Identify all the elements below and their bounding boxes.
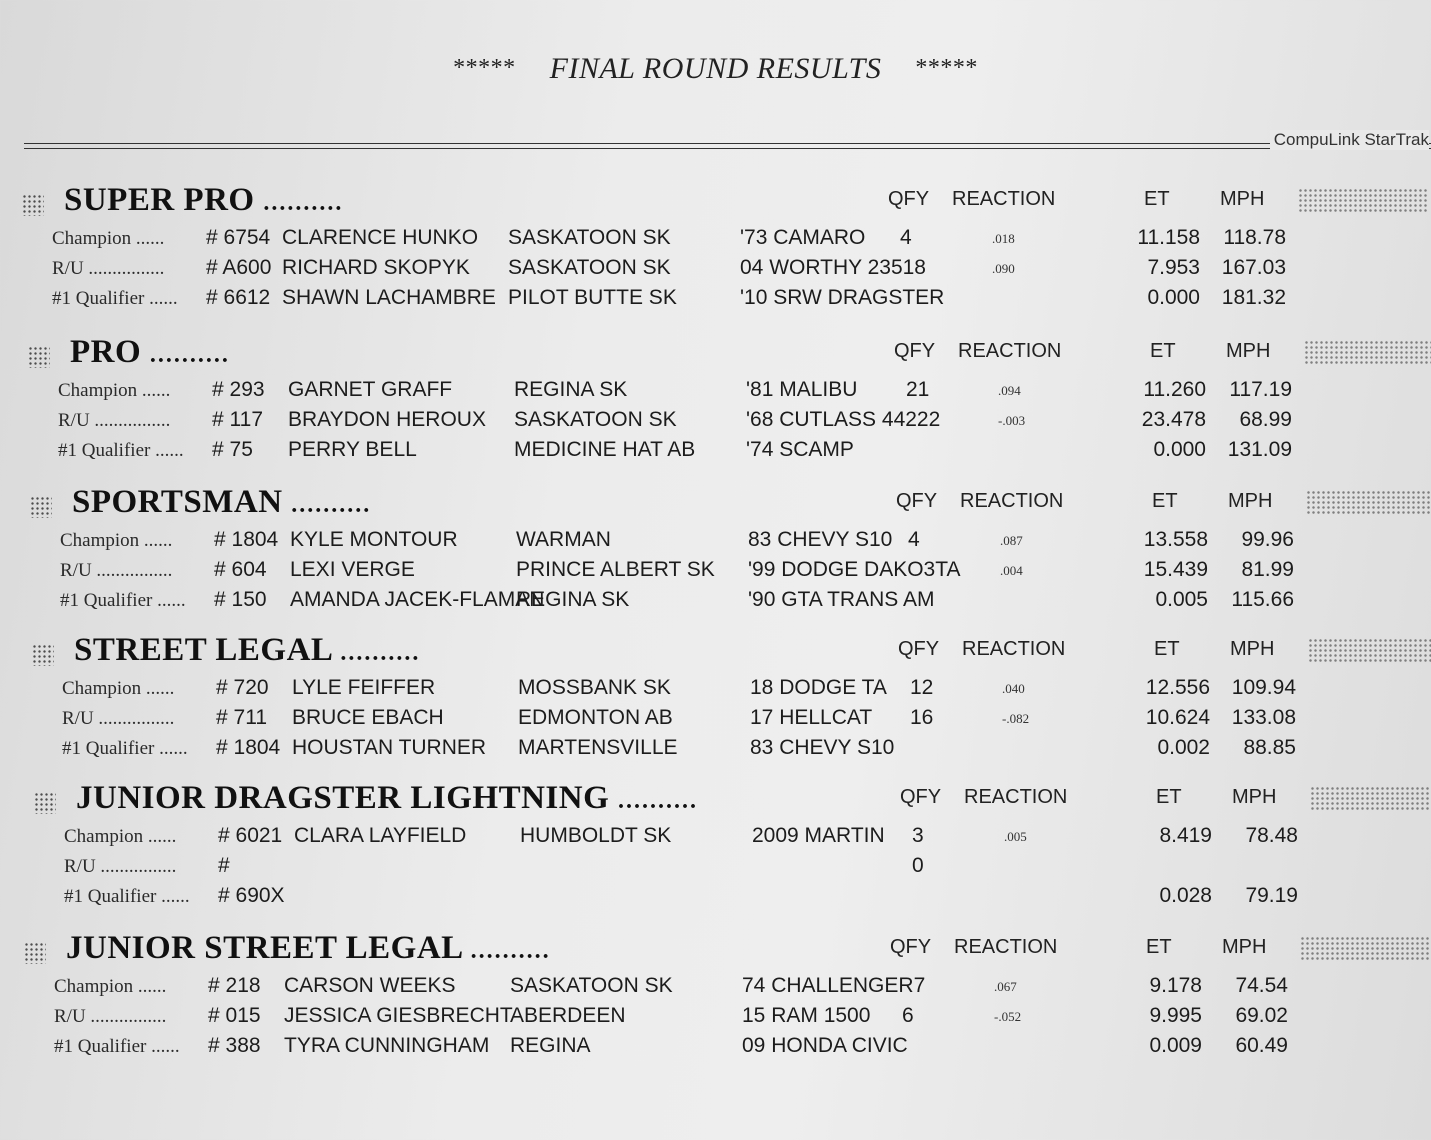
car-number: # 293 (212, 378, 265, 401)
car-model: 15 RAM 1500 (742, 1004, 871, 1027)
race-class-section (0, 482, 1431, 622)
car-model: '81 MALIBU (746, 378, 858, 401)
mph-value: 167.03 (1221, 256, 1286, 279)
mph-header: MPH (1226, 340, 1271, 362)
car-number: # 75 (212, 438, 253, 461)
driver-name: JESSICA GIESBRECHT (284, 1004, 513, 1027)
driver-name: KYLE MONTOUR (290, 528, 458, 551)
qfy-value: 4 (900, 226, 912, 249)
mph-value: 118.78 (1223, 226, 1286, 249)
section-dots-icon (22, 194, 44, 216)
reaction-time: .018 (992, 231, 1015, 246)
row-label: R/U ................ (52, 258, 165, 279)
mph-value: 88.85 (1243, 736, 1296, 759)
car-number: # 1804 (214, 528, 279, 551)
section-title (70, 334, 230, 371)
section-dots-icon (34, 792, 56, 814)
driver-name: CARSON WEEKS (284, 974, 456, 997)
et-value: 0.000 (1153, 438, 1206, 461)
car-number: # 711 (216, 706, 267, 729)
section-title-leader: .......... (470, 938, 551, 964)
reaction-header: REACTION (952, 188, 1056, 210)
hometown: ABERDEEN (510, 1004, 626, 1027)
race-class-section (0, 180, 1431, 320)
row-label: Champion ...... (64, 826, 177, 847)
mph-value: 79.19 (1245, 884, 1298, 907)
reaction-time: .005 (1004, 829, 1027, 844)
race-class-section (0, 778, 1431, 918)
row-label: Champion ...... (58, 380, 171, 401)
hometown: SASKATOON SK (514, 408, 677, 431)
section-title (76, 780, 698, 817)
qfy-header: QFY (900, 786, 942, 808)
mph-header: MPH (1222, 936, 1267, 958)
runner-up-row (0, 854, 1431, 884)
et-value: 13.558 (1143, 528, 1208, 551)
car-number: # 6754 (206, 226, 271, 249)
et-value: 11.260 (1143, 378, 1206, 401)
hometown: SASKATOON SK (508, 256, 671, 279)
section-dots-icon (30, 496, 52, 518)
mph-value: 78.48 (1245, 824, 1298, 847)
reaction-time: .067 (994, 979, 1017, 994)
reaction-header: REACTION (960, 490, 1064, 512)
driver-name: LYLE FEIFFER (292, 676, 436, 699)
qualifier-row (0, 1034, 1431, 1064)
race-class-section (0, 630, 1431, 770)
car-model: 09 HONDA CIVIC (742, 1034, 908, 1057)
mph-value: 109.94 (1231, 676, 1296, 699)
qfy-header: QFY (894, 340, 936, 362)
et-value: 10.624 (1145, 706, 1210, 729)
section-title (74, 632, 420, 669)
reaction-time: .090 (992, 261, 1015, 276)
qualifier-row (0, 588, 1431, 618)
section-title-leader: .......... (149, 342, 230, 368)
runner-up-row (0, 706, 1431, 736)
row-label: #1 Qualifier ...... (54, 1036, 180, 1057)
hometown: MEDICINE HAT AB (514, 438, 696, 461)
champion-row (0, 676, 1431, 706)
mph-header: MPH (1228, 490, 1273, 512)
et-value: 0.000 (1147, 286, 1200, 309)
reaction-time: .094 (998, 383, 1021, 398)
driver-name: TYRA CUNNINGHAM (284, 1034, 490, 1057)
qualifier-row (0, 286, 1431, 316)
qfy-value: 3 (912, 824, 924, 847)
car-number: # 117 (212, 408, 263, 431)
section-title-text: PRO (70, 334, 142, 370)
row-label: R/U ................ (60, 560, 173, 581)
champion-row (0, 974, 1431, 1004)
reaction-header: REACTION (958, 340, 1062, 362)
et-value: 11.158 (1137, 226, 1200, 249)
driver-name: RICHARD SKOPYK (282, 256, 470, 279)
mph-value: 131.09 (1227, 438, 1292, 461)
row-label: #1 Qualifier ...... (60, 590, 186, 611)
et-header: ET (1156, 786, 1182, 808)
et-value: 0.005 (1155, 588, 1208, 611)
car-number: # 218 (208, 974, 261, 997)
qfy-header: QFY (896, 490, 938, 512)
hometown: SASKATOON SK (510, 974, 673, 997)
reaction-time: .040 (1002, 681, 1025, 696)
reaction-time: .004 (1000, 563, 1023, 578)
qfy-value: 0 (912, 854, 924, 877)
qualifier-row (0, 884, 1431, 914)
runner-up-row (0, 558, 1431, 588)
row-label: Champion ...... (52, 228, 165, 249)
mph-value: 60.49 (1235, 1034, 1288, 1057)
section-dots-icon (32, 644, 54, 666)
mph-value: 81.99 (1241, 558, 1294, 581)
qfy-header: QFY (890, 936, 932, 958)
row-label: Champion ...... (54, 976, 167, 997)
reaction-header: REACTION (962, 638, 1066, 660)
mph-header: MPH (1232, 786, 1277, 808)
section-title (72, 484, 371, 521)
row-label: Champion ...... (60, 530, 173, 551)
car-number: # 6021 (218, 824, 283, 847)
halftone-decoration (1306, 490, 1431, 516)
driver-name: PERRY BELL (288, 438, 417, 461)
driver-name: HOUSTAN TURNER (292, 736, 487, 759)
car-number: # 388 (208, 1034, 261, 1057)
hometown: REGINA (510, 1034, 591, 1057)
car-model: '68 CUTLASS 44222 (746, 408, 941, 431)
hometown: WARMAN (516, 528, 611, 551)
car-model: '10 SRW DRAGSTER (740, 286, 945, 309)
qualifier-row (0, 736, 1431, 766)
page-title (0, 52, 1431, 86)
mph-value: 181.32 (1221, 286, 1286, 309)
car-number: # 1804 (216, 736, 281, 759)
driver-name: BRUCE EBACH (292, 706, 444, 729)
section-title-leader: .......... (618, 788, 698, 814)
qfy-value: 12 (910, 676, 934, 699)
car-model: '99 DODGE DAKO3TA (748, 558, 961, 581)
et-value: 15.439 (1143, 558, 1208, 581)
row-label: #1 Qualifier ...... (62, 738, 188, 759)
car-number: # (218, 854, 230, 877)
hometown: MOSSBANK SK (518, 676, 671, 699)
row-label: R/U ................ (62, 708, 175, 729)
car-model: 2009 MARTIN (752, 824, 885, 847)
reaction-header: REACTION (964, 786, 1068, 808)
row-label: R/U ................ (58, 410, 171, 431)
mph-value: 99.96 (1241, 528, 1294, 551)
driver-name: SHAWN LACHAMBRE (282, 286, 496, 309)
reaction-time: -.003 (998, 413, 1026, 428)
et-value: 7.953 (1147, 256, 1200, 279)
et-value: 12.556 (1145, 676, 1210, 699)
et-value: 8.419 (1159, 824, 1212, 847)
row-label: #1 Qualifier ...... (52, 288, 178, 309)
row-label: R/U ................ (64, 856, 177, 877)
row-label: R/U ................ (54, 1006, 167, 1027)
champion-row (0, 528, 1431, 558)
et-header: ET (1150, 340, 1176, 362)
race-class-section (0, 928, 1431, 1068)
car-model: 04 WORTHY 23518 (740, 256, 926, 279)
section-title-text: SPORTSMAN (72, 484, 283, 520)
reaction-time: -.052 (994, 1009, 1022, 1024)
title-stars-right: ***** (915, 55, 978, 81)
brand-label: CompuLink StarTrak (1270, 130, 1429, 150)
mph-value: 115.66 (1231, 588, 1294, 611)
car-model: '90 GTA TRANS AM (748, 588, 935, 611)
et-value: 9.178 (1149, 974, 1202, 997)
title-stars-left: ***** (453, 55, 516, 81)
champion-row (0, 824, 1431, 854)
hometown: PILOT BUTTE SK (508, 286, 677, 309)
reaction-time: .087 (1000, 533, 1023, 548)
header-rule-top (24, 143, 1431, 144)
mph-value: 68.99 (1239, 408, 1292, 431)
car-model: 18 DODGE TA (750, 676, 887, 699)
car-number: # 015 (208, 1004, 261, 1027)
et-value: 0.002 (1157, 736, 1210, 759)
section-title-leader: .......... (340, 640, 421, 666)
halftone-decoration (1304, 340, 1431, 366)
hometown: MARTENSVILLE (518, 736, 678, 759)
row-label: #1 Qualifier ...... (58, 440, 184, 461)
car-model: '73 CAMARO (740, 226, 866, 249)
et-header: ET (1146, 936, 1172, 958)
section-title-text: JUNIOR DRAGSTER LIGHTNING (76, 780, 610, 816)
section-title-leader: .......... (263, 190, 344, 216)
section-title (66, 930, 551, 967)
qfy-value: 21 (906, 378, 930, 401)
runner-up-row (0, 256, 1431, 286)
section-title-text: SUPER PRO (64, 182, 255, 218)
driver-name: CLARENCE HUNKO (282, 226, 479, 249)
reaction-header: REACTION (954, 936, 1058, 958)
race-class-section (0, 332, 1431, 472)
hometown: PRINCE ALBERT SK (516, 558, 715, 581)
row-label: #1 Qualifier ...... (64, 886, 190, 907)
section-dots-icon (24, 942, 46, 964)
title-text: FINAL ROUND RESULTS (549, 52, 882, 85)
car-model: '74 SCAMP (746, 438, 854, 461)
header-rule-bottom (24, 148, 1431, 149)
car-number: # 6612 (206, 286, 271, 309)
halftone-decoration (1300, 936, 1430, 962)
car-model: 83 CHEVY S10 (748, 528, 893, 551)
section-title-leader: .......... (291, 492, 372, 518)
car-model: 83 CHEVY S10 (750, 736, 895, 759)
et-header: ET (1144, 188, 1170, 210)
qfy-header: QFY (888, 188, 930, 210)
car-number: # 690X (218, 884, 285, 907)
halftone-decoration (1308, 638, 1431, 664)
hometown: REGINA SK (514, 378, 628, 401)
et-value: 0.009 (1149, 1034, 1202, 1057)
car-number: # 604 (214, 558, 267, 581)
car-model: 74 CHALLENGER7 (742, 974, 926, 997)
car-number: # 150 (214, 588, 267, 611)
section-title-text: STREET LEGAL (74, 632, 332, 668)
champion-row (0, 378, 1431, 408)
car-number: # A600 (206, 256, 272, 279)
qfy-value: 6 (902, 1004, 914, 1027)
mph-value: 117.19 (1229, 378, 1292, 401)
hometown: SASKATOON SK (508, 226, 671, 249)
mph-value: 69.02 (1235, 1004, 1288, 1027)
halftone-decoration (1298, 188, 1428, 214)
hometown: EDMONTON AB (518, 706, 673, 729)
driver-name: GARNET GRAFF (288, 378, 453, 401)
qualifier-row (0, 438, 1431, 468)
qfy-value: 16 (910, 706, 934, 729)
qfy-header: QFY (898, 638, 940, 660)
runner-up-row (0, 1004, 1431, 1034)
mph-header: MPH (1220, 188, 1265, 210)
hometown: REGINA SK (516, 588, 630, 611)
et-value: 23.478 (1141, 408, 1206, 431)
section-title-text: JUNIOR STREET LEGAL (66, 930, 462, 966)
mph-header: MPH (1230, 638, 1275, 660)
car-model: 17 HELLCAT (750, 706, 873, 729)
halftone-decoration (1310, 786, 1431, 812)
reaction-time: -.082 (1002, 711, 1030, 726)
et-value: 9.995 (1149, 1004, 1202, 1027)
runner-up-row (0, 408, 1431, 438)
driver-name: AMANDA JACEK-FLAMAN (290, 588, 545, 611)
et-header: ET (1152, 490, 1178, 512)
et-header: ET (1154, 638, 1180, 660)
driver-name: LEXI VERGE (290, 558, 415, 581)
et-value: 0.028 (1159, 884, 1212, 907)
section-dots-icon (28, 346, 50, 368)
row-label: Champion ...... (62, 678, 175, 699)
car-number: # 720 (216, 676, 269, 699)
driver-name: CLARA LAYFIELD (294, 824, 467, 847)
hometown: HUMBOLDT SK (520, 824, 672, 847)
mph-value: 74.54 (1235, 974, 1288, 997)
champion-row (0, 226, 1431, 256)
qfy-value: 4 (908, 528, 920, 551)
section-title (64, 182, 343, 219)
driver-name: BRAYDON HEROUX (288, 408, 486, 431)
mph-value: 133.08 (1231, 706, 1296, 729)
